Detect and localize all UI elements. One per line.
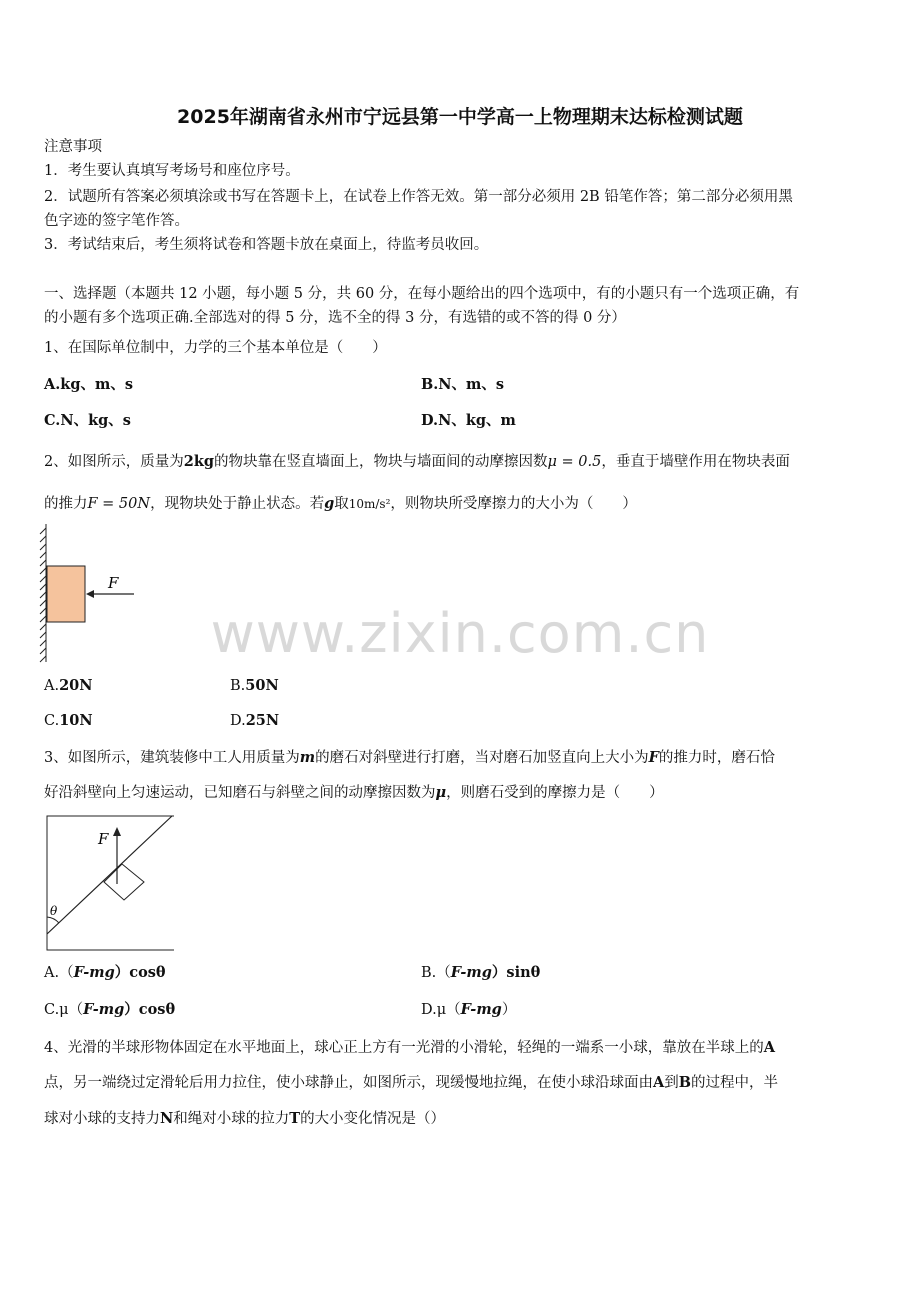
q3-option-a[interactable]: A.（F-mg）cosθ <box>44 964 166 981</box>
q3-option-b[interactable]: B.（F-mg）sinθ <box>421 964 541 981</box>
q2-option-d[interactable]: D.25N <box>230 712 280 729</box>
notes-item-2-cont: 色字迹的签字笔作答。 <box>44 213 189 229</box>
q3-stem-line-1: 3、如图所示，建筑装修中工人用质量为m的磨石对斜壁进行打磨，当对磨石加竖直向上大小为F的推力时，磨石恰 <box>44 749 775 766</box>
q1-option-a[interactable]: A.kg、m、s <box>44 376 133 393</box>
q2-option-a[interactable]: A.20N <box>44 677 93 694</box>
q2-stem-line-2: 的推力F = 50N，现物块处于静止状态。若g取10m/s²，则物块所受摩擦力的大小为（ ） <box>44 495 637 512</box>
q2-stem-line-1: 2、如图所示，质量为2kg的物块靠在竖直墙面上，物块与墙面间的动摩擦因数μ = 0.5，垂直于墙壁作用在物块表面 <box>44 453 790 470</box>
q3-option-c[interactable]: C.μ（F-mg）cosθ <box>44 1001 176 1018</box>
q3-stem-line-2: 好沿斜壁向上匀速运动，已知磨石与斜壁之间的动摩擦因数为μ，则磨石受到的摩擦力是（ ） <box>44 784 664 801</box>
page-title: 2025年湖南省永州市宁远县第一中学高一上物理期末达标检测试题 <box>177 106 743 128</box>
q2-option-c[interactable]: C.10N <box>44 712 93 729</box>
q1-option-c[interactable]: C.N、kg、s <box>44 412 131 429</box>
watermark: www.zixin.com.cn <box>210 602 710 665</box>
notes-item-2: 2．试题所有答案必须填涂或书写在答题卡上，在试卷上作答无效。第一部分必须用 2B 铅笔作答；第二部分必须用黑 <box>44 189 793 205</box>
q2-option-b[interactable]: B.50N <box>230 677 279 694</box>
q3-figure-incline <box>44 812 179 954</box>
q1-option-d[interactable]: D.N、kg、m <box>421 412 516 429</box>
notes-heading: 注意事项 <box>44 139 102 155</box>
section-instructions-line-2: 的小题有多个选项正确.全部选对的得 5 分，选不全的得 3 分，有选错的或不答的得 0 分） <box>44 310 626 326</box>
q4-stem-line-3: 球对小球的支持力N和绳对小球的拉力T的大小变化情况是（） <box>44 1110 446 1127</box>
angle-label: θ <box>50 904 58 918</box>
q4-stem-line-1: 4、光滑的半球形物体固定在水平地面上，球心正上方有一光滑的小滑轮，轻绳的一端系一小球，靠放在半球上的A <box>44 1039 775 1056</box>
grindstone <box>104 864 144 900</box>
force-label: F <box>98 830 109 848</box>
q1-option-b[interactable]: B.N、m、s <box>421 376 505 393</box>
q1-stem: 1、在国际单位制中，力学的三个基本单位是（ ） <box>44 340 387 356</box>
section-instructions-line-1: 一、选择题（本题共 12 小题，每小题 5 分，共 60 分，在每小题给出的四个选项中，有的小题只有一个选项正确，有 <box>44 286 800 302</box>
notes-item-3: 3．考试结束后，考生须将试卷和答题卡放在桌面上，待监考员收回。 <box>44 237 489 253</box>
q3-option-d[interactable]: D.μ（F-mg） <box>421 1001 517 1018</box>
q4-stem-line-2: 点，另一端绕过定滑轮后用力拉住，使小球静止，如图所示，现缓慢地拉绳，在使小球沿球面由A到B的过程中，半 <box>44 1074 779 1091</box>
notes-item-1: 1．考生要认真填写考场号和座位序号。 <box>44 163 300 179</box>
force-label: F <box>108 574 119 592</box>
